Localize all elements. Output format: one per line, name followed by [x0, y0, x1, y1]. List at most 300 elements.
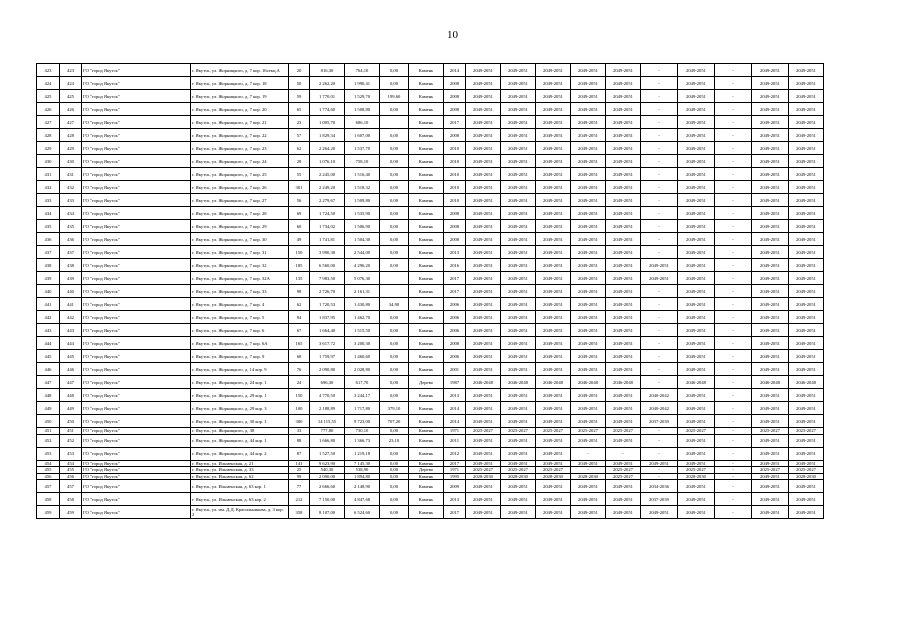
municipality-cell: ГО "город Якутск": [82, 402, 191, 415]
period-cell: 2049-2051: [571, 90, 606, 103]
nonresidential-area-cell: 0,00: [380, 129, 409, 142]
build-year-cell: 2008: [444, 233, 466, 246]
period-cell: -: [715, 473, 752, 480]
period-cell: -: [715, 220, 752, 233]
period-cell: 2040-2042: [641, 402, 678, 415]
build-year-cell: 2010: [444, 168, 466, 181]
period-cell: 2049-2051: [678, 90, 715, 103]
building-id-cell: 439: [60, 272, 82, 285]
period-cell: 2046-2048: [606, 376, 641, 389]
period-cell: 2049-2051: [606, 285, 641, 298]
table-row: [37, 350, 824, 363]
wall-material-cell: Камень: [409, 285, 444, 298]
nonresidential-area-cell: 0,00: [380, 103, 409, 116]
municipality-cell: ГО "город Якутск": [82, 129, 191, 142]
apartments-cell: 68: [289, 350, 310, 363]
period-cell: 2049-2051: [501, 129, 536, 142]
wall-material-cell: Дерево: [409, 376, 444, 389]
build-year-cell: 2013: [444, 493, 466, 506]
period-cell: 2049-2051: [536, 181, 571, 194]
apartments-cell: 62: [289, 142, 310, 155]
period-cell: -: [641, 207, 678, 220]
period-cell: 2049-2051: [789, 337, 824, 350]
building-id-cell: 425: [60, 90, 82, 103]
period-cell: 2049-2051: [678, 389, 715, 402]
period-cell: 2049-2051: [501, 480, 536, 493]
period-cell: 2049-2051: [606, 194, 641, 207]
table-row: [37, 434, 824, 447]
period-cell: -: [641, 220, 678, 233]
period-cell: 2049-2051: [678, 233, 715, 246]
address-cell: г. Якутск, ул. Жорницкого, д. 7 кор. 28: [191, 207, 289, 220]
period-cell: 2049-2051: [752, 64, 789, 77]
row-number-cell: 437: [37, 246, 60, 259]
period-cell: 2049-2051: [678, 155, 715, 168]
apartments-cell: 300: [289, 415, 310, 428]
building-id-cell: 459: [60, 506, 82, 519]
period-cell: 2049-2051: [606, 103, 641, 116]
period-cell: -: [715, 337, 752, 350]
apartments-cell: 212: [289, 493, 310, 506]
period-cell: 2025-2027: [536, 428, 571, 435]
period-cell: 2049-2051: [571, 103, 606, 116]
total-area-cell: 7 983,50: [310, 272, 345, 285]
apartments-cell: 62: [289, 298, 310, 311]
period-cell: 2049-2051: [571, 324, 606, 337]
total-area-cell: 2 245,00: [310, 168, 345, 181]
total-area-cell: 2 262,20: [310, 77, 345, 90]
apartments-cell: 60: [289, 220, 310, 233]
period-cell: 2049-2051: [789, 480, 824, 493]
wall-material-cell: Камень: [409, 324, 444, 337]
total-area-cell: 777,80: [310, 428, 345, 435]
total-area-cell: 2 188,89: [310, 402, 345, 415]
period-cell: 2049-2051: [501, 103, 536, 116]
period-cell: 2049-2051: [678, 142, 715, 155]
wall-material-cell: Камень: [409, 506, 444, 519]
row-number-cell: 459: [37, 506, 60, 519]
period-cell: 2049-2051: [752, 194, 789, 207]
period-cell: -: [641, 90, 678, 103]
living-area-cell: 4 847,68: [345, 493, 380, 506]
period-cell: 2049-2051: [536, 389, 571, 402]
period-cell: -: [715, 415, 752, 428]
address-cell: г. Якутск, ул. Жорницкого, д. 38: [191, 428, 289, 435]
build-year-cell: 2010: [444, 194, 466, 207]
total-area-cell: 1 741,81: [310, 233, 345, 246]
living-area-cell: 1 509,80: [345, 194, 380, 207]
period-cell: 2037-2039: [641, 493, 678, 506]
address-cell: г. Якутск, ул. Жорницкого, д. 7 кор. 6А: [191, 337, 289, 350]
period-cell: 2049-2051: [501, 233, 536, 246]
period-cell: -: [715, 181, 752, 194]
period-cell: 2049-2051: [606, 155, 641, 168]
period-cell: 2049-2051: [752, 246, 789, 259]
address-cell: г. Якутск, ул. Жорницкого, д. 44 кор. 2: [191, 447, 289, 460]
nonresidential-area-cell: 34,90: [380, 298, 409, 311]
total-area-cell: 1 527,50: [310, 447, 345, 460]
period-cell: -: [715, 350, 752, 363]
wall-material-cell: Камень: [409, 337, 444, 350]
municipality-cell: ГО "город Якутск": [82, 194, 191, 207]
period-cell: 2049-2051: [536, 103, 571, 116]
period-cell: 2049-2051: [571, 116, 606, 129]
period-cell: 2049-2051: [789, 233, 824, 246]
table-row: [37, 207, 824, 220]
period-cell: 2049-2051: [536, 64, 571, 77]
period-cell: -: [715, 493, 752, 506]
row-number-cell: 452: [37, 434, 60, 447]
table-row: [37, 103, 824, 116]
period-cell: 2049-2051: [501, 460, 536, 467]
period-cell: 2049-2051: [678, 220, 715, 233]
living-area-cell: 1 990,41: [345, 77, 380, 90]
nonresidential-area-cell: 0,00: [380, 181, 409, 194]
nonresidential-area-cell: 0,00: [380, 324, 409, 337]
period-cell: 2049-2051: [789, 64, 824, 77]
period-cell: 2049-2051: [789, 103, 824, 116]
period-cell: -: [715, 363, 752, 376]
apartments-cell: 69: [289, 207, 310, 220]
total-area-cell: 2 090,80: [310, 363, 345, 376]
municipality-cell: ГО "город Якутск": [82, 311, 191, 324]
building-id-cell: 447: [60, 376, 82, 389]
period-cell: 2049-2051: [536, 324, 571, 337]
municipality-cell: ГО "город Якутск": [82, 428, 191, 435]
period-cell: 2049-2051: [752, 116, 789, 129]
living-area-cell: 758,10: [345, 155, 380, 168]
living-area-cell: 1 504,30: [345, 233, 380, 246]
period-cell: 2049-2051: [606, 506, 641, 519]
period-cell: 2049-2051: [571, 220, 606, 233]
living-area-cell: 4 296,20: [345, 259, 380, 272]
period-cell: 2049-2051: [606, 64, 641, 77]
period-cell: 2049-2051: [536, 493, 571, 506]
row-number-cell: 444: [37, 337, 60, 350]
municipality-cell: ГО "город Якутск": [82, 181, 191, 194]
wall-material-cell: Камень: [409, 90, 444, 103]
period-cell: 2049-2051: [571, 272, 606, 285]
municipality-cell: ГО "город Якутск": [82, 64, 191, 77]
living-area-cell: 6 524,60: [345, 506, 380, 519]
period-cell: 2049-2051: [789, 415, 824, 428]
address-cell: г. Якутск, ул. Жорницкого, д. 7 кор. 4: [191, 298, 289, 311]
period-cell: 2049-2051: [752, 506, 789, 519]
wall-material-cell: Камень: [409, 207, 444, 220]
build-year-cell: 2014: [444, 402, 466, 415]
period-cell: 2049-2051: [678, 64, 715, 77]
period-cell: 2049-2051: [752, 363, 789, 376]
period-cell: 2049-2051: [571, 434, 606, 447]
build-year-cell: 2017: [444, 116, 466, 129]
period-cell: -: [715, 402, 752, 415]
row-number-cell: 448: [37, 389, 60, 402]
period-cell: 2049-2051: [606, 259, 641, 272]
period-cell: 2049-2051: [606, 207, 641, 220]
period-cell: 2049-2051: [571, 493, 606, 506]
period-cell: 2049-2051: [571, 298, 606, 311]
period-cell: 2049-2051: [571, 64, 606, 77]
period-cell: -: [715, 259, 752, 272]
period-cell: -: [715, 285, 752, 298]
wall-material-cell: Камень: [409, 428, 444, 435]
municipality-cell: ГО "город Якутск": [82, 220, 191, 233]
period-cell: 2049-2051: [789, 194, 824, 207]
period-cell: 2049-2051: [789, 116, 824, 129]
period-cell: 2025-2027: [571, 428, 606, 435]
period-cell: -: [641, 142, 678, 155]
build-year-cell: 2013: [444, 246, 466, 259]
period-cell: 2025-2027: [606, 428, 641, 435]
address-cell: г. Якутск, ул. Жорницкого, д. 7 кор. 29: [191, 220, 289, 233]
nonresidential-area-cell: 23,10: [380, 434, 409, 447]
build-year-cell: 2006: [444, 324, 466, 337]
period-cell: 2049-2051: [789, 220, 824, 233]
living-area-cell: 1 460,60: [345, 350, 380, 363]
living-area-cell: 7 145,30: [345, 460, 380, 467]
municipality-cell: ГО "город Якутск": [82, 460, 191, 467]
living-area-cell: 1 894,80: [345, 473, 380, 480]
period-cell: 2049-2051: [789, 155, 824, 168]
table-row: [37, 181, 824, 194]
wall-material-cell: Камень: [409, 116, 444, 129]
period-cell: 2049-2051: [536, 220, 571, 233]
period-cell: 2049-2051: [536, 168, 571, 181]
total-area-cell: 696,30: [310, 376, 345, 389]
total-area-cell: 9 623,90: [310, 460, 345, 467]
period-cell: 2049-2051: [606, 402, 641, 415]
period-cell: 2049-2051: [752, 415, 789, 428]
period-cell: 2049-2051: [752, 129, 789, 142]
apartments-cell: 99: [289, 473, 310, 480]
period-cell: 2049-2051: [678, 298, 715, 311]
period-cell: 2049-2051: [466, 194, 501, 207]
period-cell: 2049-2051: [536, 77, 571, 90]
period-cell: 2049-2051: [501, 272, 536, 285]
municipality-cell: ГО "город Якутск": [82, 90, 191, 103]
apartments-cell: 50: [289, 77, 310, 90]
period-cell: 2049-2051: [571, 168, 606, 181]
period-cell: 2046-2048: [536, 376, 571, 389]
period-cell: -: [715, 460, 752, 467]
period-cell: 2049-2051: [536, 90, 571, 103]
period-cell: 2049-2051: [501, 116, 536, 129]
period-cell: -: [641, 168, 678, 181]
period-cell: 2049-2051: [571, 506, 606, 519]
period-cell: 2049-2051: [536, 259, 571, 272]
period-cell: -: [641, 350, 678, 363]
period-cell: -: [641, 434, 678, 447]
period-cell: 2049-2051: [752, 77, 789, 90]
period-cell: -: [641, 324, 678, 337]
build-year-cell: 2012: [444, 447, 466, 460]
apartments-cell: 94: [289, 311, 310, 324]
build-year-cell: 2008: [444, 337, 466, 350]
period-cell: 2049-2051: [501, 434, 536, 447]
apartments-cell: 20: [289, 64, 310, 77]
period-cell: 2049-2051: [752, 350, 789, 363]
period-cell: 2049-2051: [678, 129, 715, 142]
period-cell: 2034-2036: [641, 480, 678, 493]
build-year-cell: 2009: [444, 480, 466, 493]
period-cell: 2049-2051: [501, 337, 536, 350]
period-cell: -: [715, 246, 752, 259]
wall-material-cell: Камень: [409, 168, 444, 181]
address-cell: г. Якутск, ул. Жорницкого, д. 7 кор. 9: [191, 350, 289, 363]
wall-material-cell: Дерево: [409, 467, 444, 474]
period-cell: 2049-2051: [789, 434, 824, 447]
period-cell: 2049-2051: [501, 402, 536, 415]
address-cell: г. Якутск, ул. Ильменская, д. 33: [191, 467, 289, 474]
period-cell: 2049-2051: [571, 233, 606, 246]
wall-material-cell: Камень: [409, 434, 444, 447]
building-id-cell: 454: [60, 460, 82, 467]
nonresidential-area-cell: 0,00: [380, 311, 409, 324]
address-cell: г. Якутск, ул. Жорницкого, д. 29 кор. 1: [191, 389, 289, 402]
row-number-cell: 446: [37, 363, 60, 376]
living-area-cell: 1 219,18: [345, 447, 380, 460]
build-year-cell: 2016: [444, 259, 466, 272]
period-cell: 2049-2051: [606, 116, 641, 129]
period-cell: -: [715, 194, 752, 207]
period-cell: 2049-2051: [678, 259, 715, 272]
period-cell: 2049-2051: [501, 298, 536, 311]
total-area-cell: 14 115,55: [310, 415, 345, 428]
period-cell: 2049-2051: [466, 447, 501, 460]
row-number-cell: 453: [37, 447, 60, 460]
period-cell: 2049-2051: [536, 415, 571, 428]
total-area-cell: 1 837,95: [310, 311, 345, 324]
period-cell: 2049-2051: [501, 389, 536, 402]
period-cell: 2049-2051: [606, 220, 641, 233]
table-row: [37, 90, 824, 103]
total-area-cell: 1 774,60: [310, 103, 345, 116]
period-cell: -: [641, 194, 678, 207]
period-cell: 2049-2051: [466, 116, 501, 129]
period-cell: 2025-2027: [678, 467, 715, 474]
living-area-cell: 1 537,70: [345, 142, 380, 155]
living-area-cell: 1 717,80: [345, 402, 380, 415]
period-cell: -: [641, 64, 678, 77]
build-year-cell: 2017: [444, 272, 466, 285]
wall-material-cell: Камень: [409, 460, 444, 467]
period-cell: 2049-2051: [752, 324, 789, 337]
building-id-cell: 458: [60, 493, 82, 506]
period-cell: 2049-2051: [501, 77, 536, 90]
living-area-cell: 617,70: [345, 376, 380, 389]
period-cell: 2049-2051: [678, 350, 715, 363]
period-cell: 2049-2051: [789, 402, 824, 415]
period-cell: 2049-2051: [678, 415, 715, 428]
period-cell: 2046-2048: [789, 376, 824, 389]
living-area-cell: 730,10: [345, 428, 380, 435]
period-cell: -: [715, 324, 752, 337]
period-cell: 2049-2051: [678, 447, 715, 460]
period-cell: -: [715, 467, 752, 474]
build-year-cell: 1971: [444, 467, 466, 474]
period-cell: 2049-2051: [606, 480, 641, 493]
period-cell: 2049-2051: [466, 324, 501, 337]
period-cell: -: [641, 246, 678, 259]
period-cell: -: [715, 207, 752, 220]
nonresidential-area-cell: 0,00: [380, 428, 409, 435]
build-year-cell: 2006: [444, 350, 466, 363]
period-cell: 2049-2051: [466, 337, 501, 350]
period-cell: -: [641, 77, 678, 90]
period-cell: 2049-2051: [789, 389, 824, 402]
building-id-cell: 452: [60, 434, 82, 447]
nonresidential-area-cell: 0,00: [380, 220, 409, 233]
period-cell: 2049-2051: [501, 90, 536, 103]
period-cell: 2049-2051: [466, 506, 501, 519]
building-id-cell: 448: [60, 389, 82, 402]
address-cell: г. Якутск, ул. Жорницкого, д. 44 кор. 1: [191, 434, 289, 447]
table-row: [37, 259, 824, 272]
build-year-cell: 2008: [444, 77, 466, 90]
building-id-cell: 449: [60, 402, 82, 415]
living-area-cell: 9 723,00: [345, 415, 380, 428]
row-number-cell: 429: [37, 142, 60, 155]
building-id-cell: 441: [60, 298, 82, 311]
building-id-cell: 429: [60, 142, 82, 155]
row-number-cell: 425: [37, 90, 60, 103]
nonresidential-area-cell: 707,20: [380, 415, 409, 428]
total-area-cell: 1 076,10: [310, 155, 345, 168]
period-cell: 2049-2051: [752, 447, 789, 460]
period-cell: 2049-2051: [536, 207, 571, 220]
building-id-cell: 428: [60, 129, 82, 142]
municipality-cell: ГО "город Якутск": [82, 350, 191, 363]
period-cell: 2049-2051: [752, 493, 789, 506]
row-number-cell: 423: [37, 64, 60, 77]
apartments-cell: 28: [289, 155, 310, 168]
period-cell: -: [606, 447, 641, 460]
period-cell: 2049-2051: [752, 233, 789, 246]
nonresidential-area-cell: [380, 272, 409, 285]
row-number-cell: 439: [37, 272, 60, 285]
building-id-cell: 426: [60, 103, 82, 116]
period-cell: 2049-2051: [752, 402, 789, 415]
build-year-cell: 2014: [444, 64, 466, 77]
period-cell: 2049-2051: [571, 129, 606, 142]
period-cell: 2049-2051: [678, 77, 715, 90]
period-cell: 2028-2030: [536, 473, 571, 480]
row-number-cell: 428: [37, 129, 60, 142]
total-area-cell: 1 829,34: [310, 129, 345, 142]
period-cell: 2025-2027: [752, 467, 789, 474]
address-cell: г. Якутск, ул. Жорницкого, д. 29 кор. 3: [191, 402, 289, 415]
apartments-cell: 165: [289, 337, 310, 350]
period-cell: -: [715, 298, 752, 311]
address-cell: г. Якутск, ул. Жорницкого, д. 14 кор. 9: [191, 363, 289, 376]
period-cell: -: [571, 447, 606, 460]
period-cell: 2049-2051: [501, 493, 536, 506]
build-year-cell: 2008: [444, 207, 466, 220]
wall-material-cell: Камень: [409, 415, 444, 428]
nonresidential-area-cell: 0,00: [380, 194, 409, 207]
wall-material-cell: Камень: [409, 363, 444, 376]
apartments-cell: 65: [289, 103, 310, 116]
apartments-cell: 33: [289, 428, 310, 435]
build-year-cell: 2006: [444, 298, 466, 311]
period-cell: -: [715, 103, 752, 116]
living-area-cell: 2 028,80: [345, 363, 380, 376]
period-cell: 2049-2051: [678, 434, 715, 447]
period-cell: 2049-2051: [678, 103, 715, 116]
period-cell: 2049-2051: [536, 350, 571, 363]
nonresidential-area-cell: 0,00: [380, 460, 409, 467]
living-area-cell: 2 148,90: [345, 480, 380, 493]
